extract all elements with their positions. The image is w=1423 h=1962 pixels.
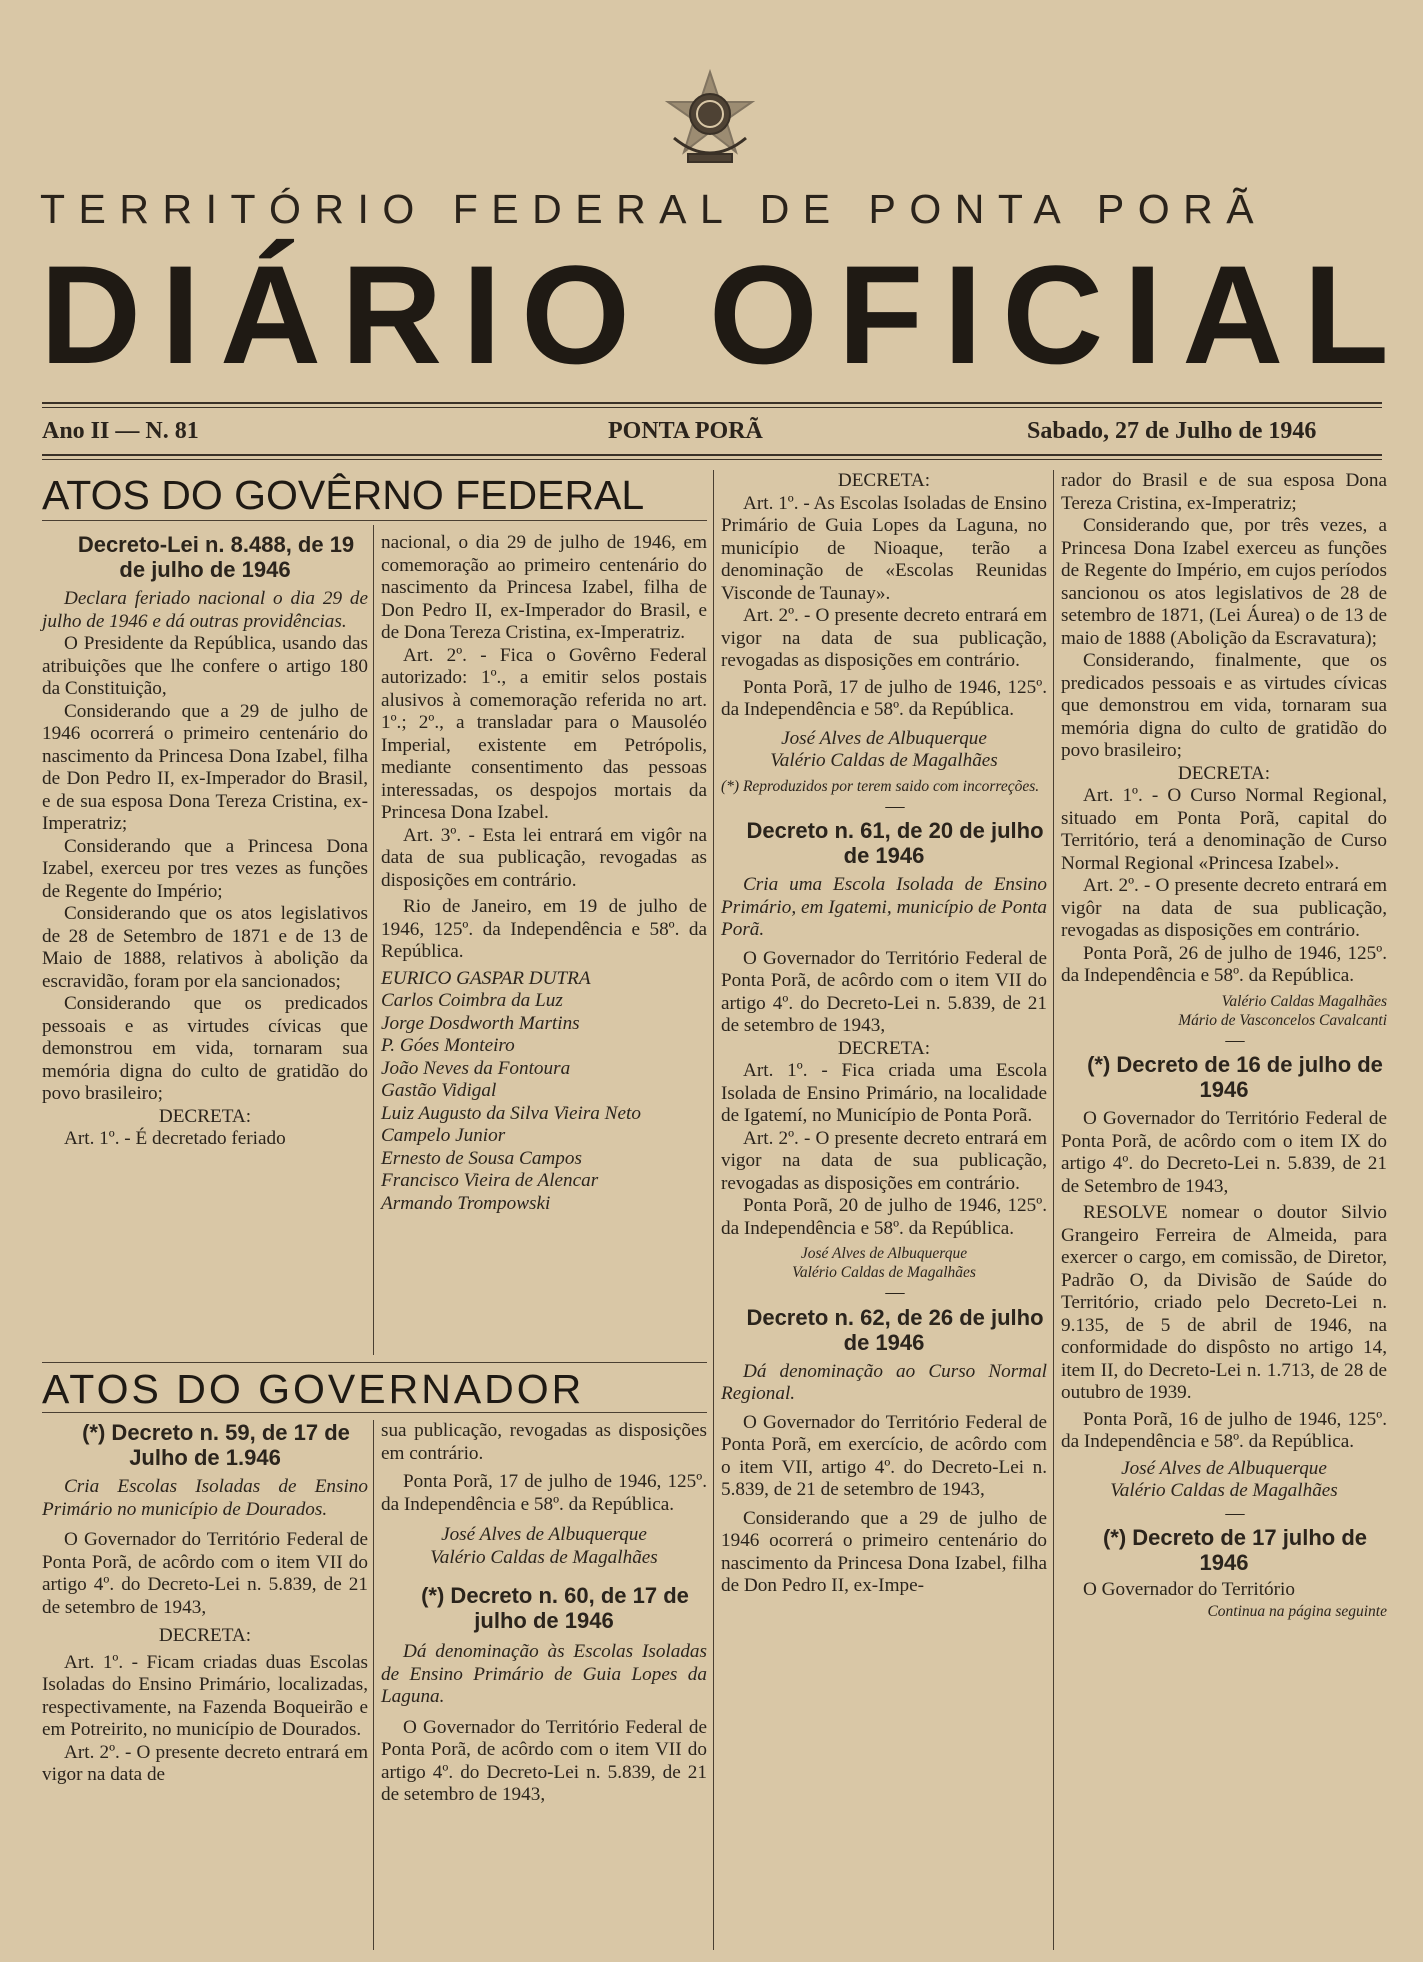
signature: Jorge Dosdworth Martins [381,1012,580,1034]
paragraph: Art. 2º. - O presente decreto entrará em vigor na data de sua publicação, revogadas as disposições em contrário. [721,605,1047,671]
territory-name: TERRITÓRIO FEDERAL DE PONTA PORÃ [40,186,1268,232]
section-underline [42,1412,707,1413]
section-underline [42,520,707,521]
paragraph: Considerando que os atos legislativos de 28 de Setembro de 1871 e de 13 de Maio de 1888, relativos à abolição da escravidão, foram por ela sancionados; [42,903,368,992]
issue-number: Ano II — N. 81 [42,418,199,444]
separator-dash: — [885,1282,905,1303]
separator-dash: — [1225,1502,1245,1524]
masthead-rule-bottom-thin [42,459,1382,460]
signature: José Alves de Albuquerque [441,1524,647,1545]
issue-place: PONTA PORÃ [608,418,763,444]
signature: EURICO GASPAR DUTRA [381,967,591,989]
paragraph: Considerando que a 29 de julho de 1946 ocorrerá o primeiro centenário do nascimento da Princesa Dona Izabel, filha de Don Pedro II, ex-Impe- [721,1507,1047,1596]
decree-summary: Dá denominação às Escolas Isoladas de Ensino Primário de Guia Lopes da Laguna. [381,1641,707,1707]
paragraph: O Governador do Território Federal de Ponta Porã, de acôrdo com o item VII do artigo 4º. do Decreto-Lei n. 5.839, de 21 de setembro de 1943, [721,947,1047,1036]
column-divider [373,525,374,1355]
decree-title: (*) Decreto de 16 de julho de 1946 [1087,1052,1383,1102]
paragraph: O Governador do Território Federal de Ponta Porã, de acôrdo com o item VII do artigo 4º. do Decreto-Lei n. 5.839, de 21 de setembro de 1943, [42,1529,368,1618]
decree-summary: Cria uma Escola Isolada de Ensino Primário, em Igatemi, município de Ponta Porã. [721,874,1047,940]
signature: P. Góes Monteiro [381,1035,515,1056]
paragraph: Ponta Porã, 26 de julho de 1946, 125º. da Independência e 58º. da República. [1061,942,1387,986]
decree-title: (*) Decreto n. 59, de 17 de Julho de 1.946 [82,1420,350,1470]
signature: Armando Trompowski [381,1192,551,1214]
paragraph: Art. 1º. - Ficam criadas duas Escolas Isoladas do Ensino Primário, localizadas, respectivamente, na Fazenda Boqueirão e em Potreirito, no município de Dourados. [42,1651,368,1740]
paragraph: Ponta Porã, 17 de julho de 1946, 125º. da Independência e 58º. da República. [721,676,1047,720]
governor-col-2 [381,1420,707,1950]
paragraph: Art. 1º. - As Escolas Isoladas de Ensino Primário de Guia Lopes da Laguna, no município de Nioaque, terão a denominação de «Escolas Reunidas Visconde de Taunay». [721,492,1047,604]
separator-dash: — [885,795,905,817]
paragraph: Art. 2º. - O presente decreto entrará em vigôr na data de sua publicação, revogadas as disposições em contrário. [1061,875,1387,941]
decreta-heading: DECRETA: [837,1037,931,1059]
paragraph: Ponta Porã, 17 de julho de 1946, 125º. da Independência e 58º. da República. [381,1471,707,1515]
paragraph: O Governador do Território [1083,1579,1295,1600]
paragraph: Art. 3º. - Esta lei entrará em vigôr na data de sua publicação, revogadas as disposições em contrário. [381,824,707,891]
paragraph: Considerando que a 29 de julho de 1946 ocorrerá o primeiro centenário do nascimento da Princesa Dona Izabel, filha de Don Pedro II, ex-Imperador do Brasil, e de sua esposa Dona Tereza Cristina, ex-Imperatriz; [42,700,368,834]
decreta-heading: DECRETA: [1177,762,1271,784]
section-title-federal: ATOS DO GOVÊRNO FEDERAL [42,472,645,518]
signature: Carlos Coimbra da Luz [381,990,563,1011]
federal-col-1 [42,532,368,1352]
coat-of-arms-icon [660,68,760,168]
masthead-rule-bottom [42,454,1382,456]
signature: João Neves da Fontoura [381,1057,571,1079]
col-4 [1061,470,1387,1950]
paragraph: Considerando que os predicados pessoais e as virtudes cívicas que demonstrou em vida, tornaram sua memória digna do culto de gratidão do povo brasileiro; [42,993,368,1104]
separator-dash: — [1225,1029,1245,1051]
decree-summary: Cria Escolas Isoladas de Ensino Primário no município de Dourados. [42,1476,368,1520]
paragraph: Art. 1º. - Fica criada uma Escola Isolada de Ensino Primário, na localidade de Igatemí, no Município de Ponta Porã. [721,1060,1047,1126]
paragraph: Art. 2º. - O presente decreto entrará em vigor na data de sua publicação, revogadas as disposições em contrário. [721,1127,1047,1194]
decree-title: (*) Decreto n. 60, de 17 de julho de 1946 [421,1583,689,1633]
paragraph: Art. 1º. - O Curso Normal Regional, situado em Ponta Porã, capital do Território, terá a denominação de Curso Normal Regional «Princesa Izabel». [1061,785,1387,874]
masthead-rule-top-thin [42,407,1382,408]
signature: Valério Caldas de Magalhães [1110,1480,1338,1501]
signature: Valério Caldas de Magalhães [792,1264,976,1281]
column-divider [373,1420,374,1950]
signature: José Alves de Albuquerque [781,727,987,749]
paragraph: Ponta Porã, 20 de julho de 1946, 125º. da Independência e 58º. da República. [721,1195,1047,1239]
signature: Francisco Vieira de Alencar [381,1170,599,1191]
issue-date: Sabado, 27 de Julho de 1946 [1027,418,1317,444]
decree-title: Decreto-Lei n. 8.488, de 19 de julho de 1946 [77,532,355,582]
paragraph: Art. 2º. - O presente decreto entrará em vigor na data de [42,1741,368,1785]
paragraph: O Presidente da República, usando das atribuições que lhe confere o artigo 180 da Constituição, [42,633,368,699]
decree-title: Decreto n. 62, de 26 de julho de 1946 [746,1304,1044,1355]
paragraph: Rio de Janeiro, em 19 de julho de 1946, 125º. da Independência e 58º. da República. [381,896,707,962]
paragraph: rador do Brasil e de sua esposa Dona Tereza Cristina, ex-Imperatriz; [1061,470,1387,514]
signature: Campelo Junior [381,1125,506,1146]
paragraph: Ponta Porã, 16 de julho de 1946, 125º. da Independência e 58º. da República. [1061,1408,1387,1452]
footnote: (*) Reproduzidos por terem saido com incorreções. [721,777,1040,795]
signature: Valério Caldas de Magalhães [430,1546,658,1568]
paragraph: sua publicação, revogadas as disposições em contrário. [381,1420,707,1464]
paragraph: Considerando, finalmente, que os predicados pessoais e as virtudes cívicas que demonstrou em vida, tornaram sua memória digna do culto de gratidão do povo brasileiro; [1061,650,1387,761]
paragraph: Considerando que, por três vezes, a Princesa Dona Izabel exerceu as funções de Regente do Império, em cujos períodos sancionou os atos legislativos de 28 de setembro de 1871, (Lei Áurea) o de 13 de maio de 1888 (Abolição da Escravatura); [1061,515,1387,649]
signature: José Alves de Albuquerque [1121,1457,1327,1479]
paragraph: RESOLVE nomear o doutor Silvio Grangeiro Ferreira de Almeida, para exercer o cargo, em comissão, de Diretor, Padrão O, da Divisão de Saúde do Território, criado pelo Decreto-Lei n. 9.135, de 5 de abril de 1946, na conformidade do dispôsto no artigo 14, item II, do Decreto-Lei n. 1.713, de 28 de outubro de 1939. [1061,1202,1387,1403]
signature: Valério Caldas Magalhães [1221,992,1387,1010]
decree-title: (*) Decreto de 17 julho de 1946 [1102,1525,1368,1575]
paragraph: nacional, o dia 29 de julho de 1946, em comemoração ao primeiro centenário do nascimento da Princesa Izabel, filha de Don Pedro II, ex-Imperador do Brasil, e de Dona Tereza Cristina, ex-Imperatriz. [381,532,707,643]
section-rule [42,1362,707,1363]
governor-col-1 [42,1420,368,1950]
signature: Ernesto de Sousa Campos [381,1147,582,1169]
paragraph: O Governador do Território Federal de Ponta Porã, de acôrdo com o item IX do artigo 4º. do Decreto-Lei n. 5.839, de 21 de Setembro de 1943, [1061,1108,1387,1197]
column-divider [713,470,714,1950]
decreta-heading: DECRETA: [837,470,931,491]
decree-summary: Declara feriado nacional o dia 29 de julho de 1946 e dá outras providências. [42,588,368,632]
paragraph: O Governador do Território Federal de Ponta Porã, de acôrdo com o item VII do artigo 4º. do Decreto-Lei n. 5.839, de 21 de setembro de 1943, [381,1716,707,1805]
column-divider [1053,470,1054,1950]
signature: Valério Caldas de Magalhães [770,750,998,771]
paragraph: Considerando que a Princesa Dona Izabel, exerceu por tres vezes as funções de Regente do Império; [42,835,368,902]
federal-col-2 [381,532,707,1352]
decreta-heading: DECRETA: [158,1105,252,1127]
paragraph: Art. 2º. - Fica o Govêrno Federal autorizado: 1º., a emitir selos postais alusivos à comemoração referida no art. 1º.; 2º., a transladar para o Mausoléo Imperial, existente em Petrópolis, mediante consentimento das pessoas interessadas, os despojos mortais da Princesa Dona Izabel. [381,644,707,823]
signature: José Alves de Albuquerque [800,1245,968,1262]
masthead-rule-top [42,402,1382,404]
decreta-heading: DECRETA: [158,1625,252,1646]
section-title-governor: ATOS DO GOVERNADOR [42,1366,585,1412]
paragraph: Art. 1º. - É decretado feriado [64,1128,286,1149]
signature: Mário de Vasconcelos Cavalcanti [1178,1011,1387,1029]
continues-note: Continua na página seguinte [1207,1602,1387,1620]
paragraph: O Governador do Território Federal de Ponta Porã, em exercício, de acôrdo com o item VII, artigo 4º. do Decreto-Lei n. 5.839, de 21 de setembro de 1943, [721,1411,1047,1500]
decree-title: Decreto n. 61, de 20 de julho de 1946 [746,818,1044,868]
decree-summary: Dá denominação ao Curso Normal Regional. [721,1360,1047,1404]
gazette-title: DIÁRIO OFICIAL [40,236,1409,393]
signature: Gastão Vidigal [381,1080,497,1101]
col-3 [721,470,1047,1950]
signature: Luiz Augusto da Silva Vieira Neto [381,1102,641,1124]
